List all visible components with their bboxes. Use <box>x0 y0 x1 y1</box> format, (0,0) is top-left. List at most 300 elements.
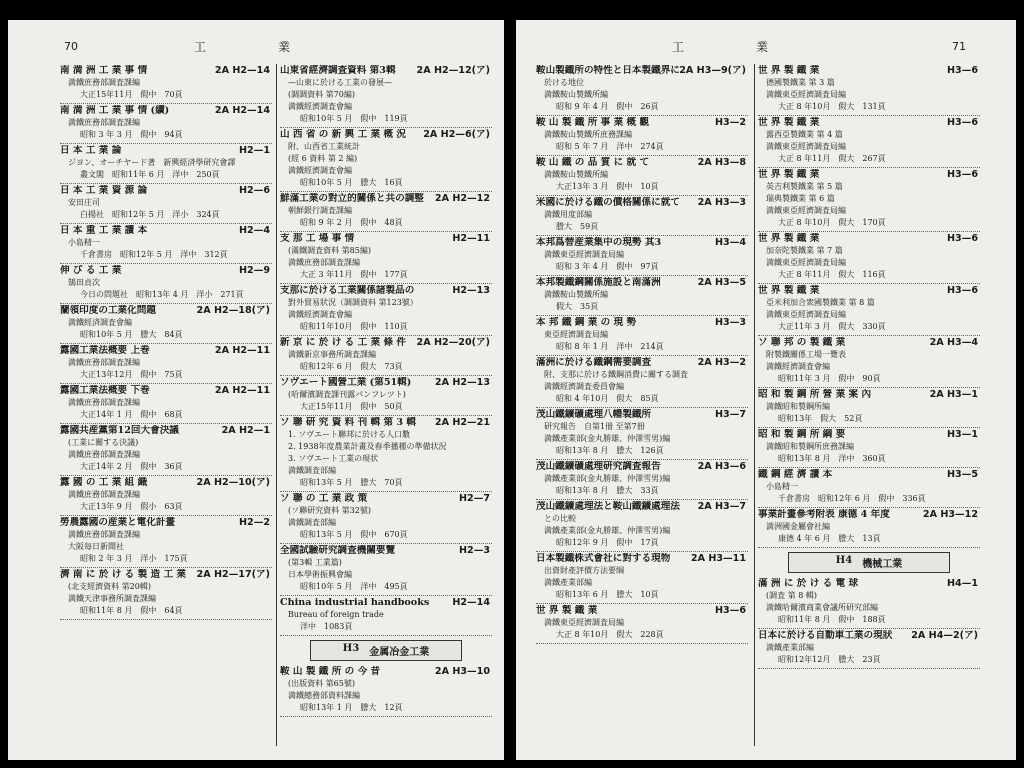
entry-call-number: H2—9 <box>239 265 270 276</box>
left-page-header <box>8 38 504 58</box>
entry-pub-details: 康德 4 年 6 月 謄大 13頁 <box>778 534 881 543</box>
catalog-entry <box>758 64 980 116</box>
entry-pub-details: 昭和13年 8 月 洋中 360頁 <box>778 454 886 463</box>
entry-publisher: 満鐵昭和製鋼所編 <box>766 402 830 411</box>
catalog-entry <box>280 128 492 192</box>
entry-pub-details: 大正 8 年11月 假大 267頁 <box>778 154 886 163</box>
catalog-entry <box>60 264 272 304</box>
entry-pub-details: 昭和13年 6 月 謄大 10頁 <box>556 590 659 599</box>
catalog-entry <box>758 468 980 508</box>
catalog-entry <box>536 116 748 156</box>
entry-publisher: 満鐵新京事務所調査課編 <box>288 350 376 359</box>
entry-title: 昭 和 製 鋼 所 綱 要 <box>758 429 846 440</box>
entry-publisher: 満鐵東亞經濟調査局編 <box>544 618 624 627</box>
entry-publisher: ジヨン、オーチヤード著 新興經済學研究會譯 <box>68 158 236 167</box>
right-page <box>516 20 1016 760</box>
entry-pub-details: 大正11年 3 月 假大 330頁 <box>778 322 886 331</box>
catalog-entry <box>60 64 272 104</box>
entry-publisher: 對外貿易狀況（調調資料 第123號） <box>288 298 418 307</box>
entry-publisher: 3. ソヴエート工業の現状 <box>288 454 379 463</box>
entry-title: 茂山鐵鑛處理法と鞍山鐵鑛處理法 <box>536 501 680 512</box>
entry-title: 露國共産黨第12回大會決議 <box>60 425 179 436</box>
entry-pub-details: 昭和11年10月 假中 110頁 <box>300 322 408 331</box>
entry-pub-details: 昭和13年 8 月 謄大 33頁 <box>556 486 659 495</box>
catalog-entry <box>280 192 492 232</box>
entry-call-number: 2A H2—17(ア) <box>196 569 270 580</box>
entry-publisher: 満鐵東亞經濟調査局編 <box>766 258 846 267</box>
entry-call-number: 2A H2—20(ア) <box>416 337 490 348</box>
entry-title: 世 界 製 鐵 業 <box>758 233 820 244</box>
catalog-entry <box>60 424 272 476</box>
entry-publisher: (北支經濟資料 第20輯) <box>68 582 151 591</box>
entry-publisher: 附製鐵關係工場一覽表 <box>766 350 846 359</box>
entry-call-number: H3—6 <box>947 233 978 244</box>
entry-call-number: H3—6 <box>947 65 978 76</box>
catalog-entry <box>758 116 980 168</box>
entry-title: 伸 び る 工 業 <box>60 265 122 276</box>
entry-publisher: 満鐵東亞經濟調査局編 <box>766 90 846 99</box>
entry-title: 露國工業法概要 下巻 <box>60 385 150 396</box>
entry-publisher: —山東に於ける工業の發展— <box>288 78 392 87</box>
entry-call-number: 2A H3—11 <box>690 553 746 564</box>
entry-publisher: 大阪毎日新聞社 <box>68 542 124 551</box>
entry-publisher: 満鐵哈爾濱商業會議所研究部編 <box>766 603 878 612</box>
catalog-entry <box>536 276 748 316</box>
catalog-entry <box>60 516 272 568</box>
entry-pub-details: 昭和13年 1 月 謄大 12頁 <box>300 703 403 712</box>
entry-publisher: 満鐵鞍山製鐵所編 <box>544 170 608 179</box>
catalog-entry <box>280 336 492 376</box>
entry-title: 露 國 の 工 業 組 織 <box>60 477 148 488</box>
entry-title: 南 満 洲 工 業 事 情 <box>60 65 148 76</box>
catalog-entry <box>758 284 980 336</box>
entry-pub-details: 大正13年 3 月 假中 10頁 <box>556 182 659 191</box>
catalog-entry <box>280 665 492 717</box>
entry-pub-details: 昭和 2 年 3 月 洋小 175頁 <box>80 554 188 563</box>
entry-publisher: 安田庄司 <box>68 198 100 207</box>
entry-title: 鐵 鋼 經 濟 讀 本 <box>758 469 833 480</box>
entry-title: ソ 聯 の 工 業 政 策 <box>280 493 368 504</box>
catalog-entry <box>60 144 272 184</box>
entry-pub-details: 昭和10年 5 月 洋中 495頁 <box>300 582 408 591</box>
entry-call-number: H2—2 <box>239 517 270 528</box>
entry-title: 日 本 工 業 資 源 論 <box>60 185 148 196</box>
column-divider <box>276 64 277 746</box>
entry-publisher: 満鐵產業部編 <box>766 643 814 652</box>
catalog-entry <box>60 304 272 344</box>
entry-call-number: H3—3 <box>715 317 746 328</box>
entry-publisher: 於ける地位 <box>544 78 584 87</box>
catalog-entry <box>280 64 492 128</box>
entry-title: 露國工業法概要 上巻 <box>60 345 150 356</box>
catalog-entry <box>536 460 748 500</box>
entry-title: 山 西 省 の 新 興 工 業 概 況 <box>280 129 406 140</box>
entry-title: ソヴエート國營工業 (第51輯) <box>280 377 412 388</box>
entry-pub-details: 昭和13年 5 月 假中 670頁 <box>300 530 408 539</box>
catalog-entry <box>758 629 980 669</box>
entry-publisher: 満鐵產業部編 <box>544 578 592 587</box>
left-column-2-entries <box>280 64 492 636</box>
catalog-entry <box>758 508 980 548</box>
right-column-2 <box>758 64 980 750</box>
entry-title: 米國に於ける鐵の價格關係に就て <box>536 197 680 208</box>
entry-call-number: H3—2 <box>715 117 746 128</box>
entry-title: 支那に於ける工業關係諸製品の <box>280 285 415 296</box>
section-code: H3 <box>342 643 360 654</box>
entry-publisher: 満鐵庶務部調査課編 <box>68 118 140 127</box>
entry-call-number: H3—5 <box>947 469 978 480</box>
entry-pub-details: 白揚社 昭和12年 5 月 洋小 324頁 <box>80 210 220 219</box>
entry-title: 南 満 洲 工 業 事 情 (續) <box>60 105 170 116</box>
catalog-entry <box>60 224 272 264</box>
entry-call-number: 2A H3—4 <box>929 337 978 348</box>
entry-call-number: H3—1 <box>947 429 978 440</box>
entry-pub-details: 大正15年11月 假中 70頁 <box>80 90 183 99</box>
entry-publisher: 満鐵天津事務所調査課編 <box>68 594 156 603</box>
entry-publisher: 満鐵庶務部調査課編 <box>68 530 140 539</box>
entry-pub-details: 昭和11年 8 月 假中 64頁 <box>80 606 183 615</box>
entry-publisher: 露西亞製鐵業 第 4 篇 <box>766 130 843 139</box>
entry-publisher: (哈爾濱調査課刊露パンフレツト) <box>288 390 406 399</box>
entry-pub-details: 昭和13年 5 月 謄大 70頁 <box>300 478 403 487</box>
entry-call-number: 2A H3—6 <box>697 461 746 472</box>
entry-call-number: 2A H3—10 <box>434 666 490 677</box>
entry-title: 本邦爲替産業集中の現勢 其3 <box>536 237 662 248</box>
entry-title: 茂山鐵鑛礦處理研究調査報告 <box>536 461 661 472</box>
entry-call-number: 2A H3—5 <box>697 277 746 288</box>
entry-publisher: (ソ聯研究資料 第32號) <box>288 506 371 515</box>
catalog-entry <box>536 236 748 276</box>
section-label: 金属冶金工業 <box>369 647 430 658</box>
entry-publisher: (第3輯 工業篇) <box>288 558 342 567</box>
catalog-entry <box>536 156 748 196</box>
catalog-entry <box>758 336 980 388</box>
entry-publisher: 満鐵昭和製鋼所庶務課編 <box>766 442 854 451</box>
entry-publisher: Bureau of foreign trade <box>288 610 384 619</box>
right-column-2-entries <box>758 64 980 548</box>
entry-call-number: H2—11 <box>452 233 490 244</box>
entry-call-number: 2A H2—12(ア) <box>416 65 490 76</box>
entry-publisher: 研究報告 自第1冊 至第7冊 <box>544 422 645 431</box>
entry-call-number: 2A H2—12 <box>434 193 490 204</box>
entry-call-number: 2A H3—9(ア) <box>679 65 746 76</box>
entry-pub-details: 大正 3 年11月 假中 177頁 <box>300 270 408 279</box>
catalog-entry <box>536 64 748 116</box>
entry-title: 山東省經濟調査資料 第3輯 <box>280 65 396 76</box>
entry-publisher: 満鐵東亞經濟調査局編 <box>766 142 846 151</box>
entry-publisher: 満鐵經濟調査會編 <box>288 166 352 175</box>
entry-pub-details: 大正 8 年10月 假大 170頁 <box>778 218 886 227</box>
entry-pub-details: 今日の問題社 昭和13年 4 月 洋小 271頁 <box>80 290 244 299</box>
entry-title: 鞍 山 製 鐵 所 事 業 概 觀 <box>536 117 650 128</box>
entry-call-number: 2A H2—6(ア) <box>423 129 490 140</box>
entry-publisher: 亞米利加合衆國製鐵業 第 8 篇 <box>766 298 875 307</box>
entry-publisher: 満鐵產業部(金丸勝雄、仲澤雪男)編 <box>544 434 671 443</box>
entry-pub-details: 大正14年 1 月 假中 68頁 <box>80 410 183 419</box>
entry-call-number: H3—6 <box>947 169 978 180</box>
catalog-entry <box>758 168 980 232</box>
entry-title: 鞍山製鐵所の特性と日本製鐵界に <box>536 65 680 76</box>
entry-call-number: 2A H2—14 <box>214 65 270 76</box>
entry-title: 鞍 山 鐵 の 品 質 に 就 て <box>536 157 650 168</box>
left-page <box>8 20 504 760</box>
catalog-entry <box>60 344 272 384</box>
entry-call-number: 2A H2—18(ア) <box>196 305 270 316</box>
entry-publisher: 満鐵庶務部調査課編 <box>68 358 140 367</box>
entry-publisher: 満鐵總務部資料課編 <box>288 691 360 700</box>
entry-publisher: (調調資料 第70編) <box>288 90 355 99</box>
entry-call-number: 2A H4—2(ア) <box>911 630 978 641</box>
entry-pub-details: 昭和 8 年 1 月 洋中 214頁 <box>556 342 664 351</box>
entry-title: 鞍 山 製 鐵 所 の 今 昔 <box>280 666 381 677</box>
entry-pub-details: 昭和13年 8 月 謄大 126頁 <box>556 446 664 455</box>
entry-call-number: H3—6 <box>715 605 746 616</box>
entry-title: 滿洲に於ける鐵鋼需要調査 <box>536 357 652 368</box>
catalog-entry <box>758 577 980 629</box>
catalog-entry <box>536 196 748 236</box>
entry-call-number: 2A H2—14 <box>214 105 270 116</box>
entry-publisher: 満鐵調査部編 <box>288 466 336 475</box>
right-page-header <box>516 38 1016 58</box>
entry-title: 事業計畫參考附表 康德 4 年度 <box>758 509 890 520</box>
entry-publisher: (滿鐵調査資料 第85編) <box>288 246 371 255</box>
entry-publisher: 満鐵經済調査會編 <box>68 318 132 327</box>
catalog-entry <box>60 384 272 424</box>
entry-title: 日本製鐵株式會社に對する現物 <box>536 553 671 564</box>
entry-pub-details: 昭和11年 3 月 假中 90頁 <box>778 374 881 383</box>
entry-pub-details: 昭和13年 假大 52頁 <box>778 414 863 423</box>
entry-pub-details: 昭和 4 年10月 假大 85頁 <box>556 394 659 403</box>
entry-publisher: 鵠田貞次 <box>68 278 100 287</box>
entry-call-number: H3—6 <box>947 117 978 128</box>
entry-publisher: 満鐵產業部(金丸勝雄、仲澤雪男)編 <box>544 474 671 483</box>
running-title: 工 業 <box>672 40 769 54</box>
entry-title: 世 界 製 鐵 業 <box>536 605 598 616</box>
entry-title: 日本に於ける自動車工業の現狀 <box>758 630 893 641</box>
entry-pub-details: 昭和 3 年 4 月 假中 97頁 <box>556 262 659 271</box>
entry-call-number: 2A H3—7 <box>697 501 746 512</box>
entry-pub-details: 千倉書房 昭和12年 6 月 假中 336頁 <box>778 494 926 503</box>
entry-call-number: 2A H2—13 <box>434 377 490 388</box>
catalog-entry <box>280 544 492 596</box>
entry-title: 濟 南 に 於 け る 製 造 工 業 <box>60 569 186 580</box>
entry-publisher: 出資財產評價方法要綱 <box>544 566 624 575</box>
catalog-entry <box>758 388 980 428</box>
section-label: 機械工業 <box>862 559 903 570</box>
entry-pub-details: 洋中 1083頁 <box>300 622 353 631</box>
entry-publisher: 満鐵經濟調査委員會編 <box>544 382 624 391</box>
entry-pub-details: 昭和10年 5 月 假中 119頁 <box>300 114 408 123</box>
entry-pub-details: 昭和12年 9 月 假中 17頁 <box>556 538 659 547</box>
catalog-entry <box>536 604 748 644</box>
entry-publisher: 満鐵經濟調査會編 <box>288 310 352 319</box>
entry-title: 全國試驗研究調査機關要覽 <box>280 545 396 556</box>
entry-publisher: 満鐵庶務部調査課編 <box>288 258 360 267</box>
entry-pub-details: 叢文閣 昭和11年 6 月 洋中 250頁 <box>80 170 220 179</box>
entry-publisher: 満鐵庶務部調査課編 <box>68 398 140 407</box>
entry-pub-details: 大正13年 9 月 假小 63頁 <box>80 502 183 511</box>
left-column-1 <box>60 64 272 750</box>
entry-title: 世 界 製 鐵 業 <box>758 169 820 180</box>
entry-publisher: 満鐵用度部編 <box>544 210 592 219</box>
entry-title: 滿 洲 に 於 け る 電 球 <box>758 578 859 589</box>
entry-title: 勞農露國の産業と電化計畫 <box>60 517 176 528</box>
entry-publisher: 満鐵鞍山製鐵所庶務課編 <box>544 130 632 139</box>
catalog-entry <box>536 316 748 356</box>
entry-publisher: 附、山西省工業統計 <box>288 142 360 151</box>
entry-title: ソ 聯 研 究 資 料 刊 輯 第 3 輯 <box>280 417 417 428</box>
entry-call-number: 2A H3—3 <box>697 197 746 208</box>
entry-title: 本 邦 鐵 鋼 業 の 現 勢 <box>536 317 637 328</box>
entry-pub-details: 昭和10年 5 月 謄大 16頁 <box>300 178 403 187</box>
entry-publisher: 満鐵庶務部調査課編 <box>68 450 140 459</box>
entry-title: 新 京 に 於 け る 工 業 條 件 <box>280 337 406 348</box>
entry-publisher: 德國製鐵業 第 3 篇 <box>766 78 835 87</box>
entry-call-number: 2A H2—21 <box>434 417 490 428</box>
entry-title: 茂山鐵鑛礦處理八幡製鐵所 <box>536 409 652 420</box>
entry-publisher: 日本學術振興會編 <box>288 570 352 579</box>
catalog-entry <box>280 492 492 544</box>
catalog-entry <box>758 232 980 284</box>
entry-pub-details: 昭和10年 5 月 謄大 84頁 <box>80 330 183 339</box>
left-column-2-after-section <box>280 665 492 717</box>
entry-title: 世 界 製 鐵 業 <box>758 285 820 296</box>
entry-call-number: 2A H2—11 <box>214 385 270 396</box>
column-divider <box>754 64 755 746</box>
entry-pub-details: 昭和12年12月 謄大 23頁 <box>778 655 881 664</box>
entry-publisher: (工業に關する決議) <box>68 438 139 447</box>
entry-publisher: 満鐵東亞經濟調査局編 <box>544 250 624 259</box>
entry-title: China industrial handbooks <box>280 597 430 608</box>
catalog-entry <box>60 476 272 516</box>
entry-pub-details: 謄大 59頁 <box>556 222 599 231</box>
entry-call-number: H3—7 <box>715 409 746 420</box>
catalog-entry <box>536 500 748 552</box>
entry-call-number: 2A H3—12 <box>922 509 978 520</box>
entry-publisher: 満鐵庶務部調査課編 <box>68 490 140 499</box>
entry-call-number: 2A H3—8 <box>697 157 746 168</box>
right-column-2-after-section <box>758 577 980 669</box>
entry-call-number: H2—3 <box>459 545 490 556</box>
entry-call-number: H2—6 <box>239 185 270 196</box>
entry-publisher: 附、支那に於ける鐵鋼消費に關する調査 <box>544 370 688 379</box>
entry-pub-details: 昭和 5 年 7 月 洋中 274頁 <box>556 142 664 151</box>
entry-call-number: 2A H2—10(ア) <box>196 477 270 488</box>
catalog-entry <box>280 416 492 492</box>
entry-publisher: 満鐵庶務部調査課編 <box>68 78 140 87</box>
catalog-entry <box>280 376 492 416</box>
entry-call-number: H3—4 <box>715 237 746 248</box>
entry-call-number: H2—7 <box>459 493 490 504</box>
entry-title: 日 本 工 業 論 <box>60 145 122 156</box>
entry-publisher: 1. ソヴエート聯邦に於ける人口數 <box>288 430 411 439</box>
entry-pub-details: 昭和 9 年 2 月 假中 48頁 <box>300 218 403 227</box>
running-title: 工 業 <box>194 40 291 54</box>
section-code: H4 <box>835 555 853 566</box>
entry-call-number: 2A H3—1 <box>929 389 978 400</box>
entry-publisher: 英吉利製鐵業 第 5 篇 <box>766 182 843 191</box>
entry-publisher: 満鐵經濟調査會編 <box>288 102 352 111</box>
catalog-entry <box>280 596 492 636</box>
entry-publisher: 東亞經濟調査局編 <box>544 330 608 339</box>
entry-pub-details: 昭和 9 年 4 月 假中 26頁 <box>556 102 659 111</box>
entry-pub-details: 大正 8 年10月 假大 228頁 <box>556 630 664 639</box>
entry-call-number: H3—6 <box>947 285 978 296</box>
entry-publisher: 満鐵鞍山製鐵所編 <box>544 90 608 99</box>
entry-publisher: との比較 <box>544 514 576 523</box>
entry-pub-details: 千倉書房 昭和12年 5 月 洋中 312頁 <box>80 250 228 259</box>
entry-publisher: 朝鮮銀行調査課編 <box>288 206 352 215</box>
entry-pub-details: 大正 8 年10月 假大 131頁 <box>778 102 886 111</box>
entry-publisher: (調査 第 8 輯) <box>766 591 817 600</box>
entry-publisher: 満鐵鞍山製鐵所編 <box>544 290 608 299</box>
catalog-entry <box>60 568 272 620</box>
entry-title: 支 那 工 場 事 情 <box>280 233 355 244</box>
right-column-1 <box>536 64 748 750</box>
entry-publisher: 満鐵東亞經濟調査局編 <box>766 310 846 319</box>
entry-publisher: 満鐵經濟調査會編 <box>766 362 830 371</box>
entry-call-number: H2—13 <box>452 285 490 296</box>
catalog-entry <box>60 184 272 224</box>
entry-call-number: 2A H2—11 <box>214 345 270 356</box>
page-number: 71 <box>952 40 966 53</box>
catalog-entry <box>536 552 748 604</box>
entry-title: ソ 聯 邦 の 製 鐵 業 <box>758 337 846 348</box>
entry-publisher: (經 6 資料 第 2 編) <box>288 154 358 163</box>
entry-title: 蘭領印度の工業化問題 <box>60 305 156 316</box>
entry-call-number: H2—1 <box>239 145 270 156</box>
entry-title: 世 界 製 鐵 業 <box>758 117 820 128</box>
entry-publisher: 満洲國金屬會社編 <box>766 522 830 531</box>
entry-title: 鮮滿工業の對立的關係と共の調整 <box>280 193 424 204</box>
section-heading-h3 <box>310 640 462 661</box>
catalog-entry <box>536 408 748 460</box>
entry-publisher: 満鐵產業部(金丸勝雄、仲澤雪男)編 <box>544 526 671 535</box>
entry-publisher: 満鐵調査部編 <box>288 518 336 527</box>
entry-title: 昭 和 製 鋼 所 營 業 案 內 <box>758 389 872 400</box>
entry-pub-details: 大正13年12月 假中 75頁 <box>80 370 183 379</box>
entry-pub-details: 大正 8 年11月 假大 116頁 <box>778 270 886 279</box>
entry-publisher: 小島精一 <box>68 238 100 247</box>
entry-title: 本邦製鐵鋼關係施設と南滿洲 <box>536 277 661 288</box>
entry-publisher: 瑞典製鐵業 第 6 篇 <box>766 194 835 203</box>
entry-pub-details: 昭和12年 6 月 假大 73頁 <box>300 362 403 371</box>
section-heading-h4 <box>788 552 950 573</box>
entry-call-number: H4—1 <box>947 578 978 589</box>
entry-pub-details: 昭和 3 年 3 月 假中 94頁 <box>80 130 183 139</box>
catalog-entry <box>60 104 272 144</box>
entry-pub-details: 大正15年11月 假中 50頁 <box>300 402 403 411</box>
entry-call-number: 2A H3—2 <box>697 357 746 368</box>
entry-publisher: 小島精一 <box>766 482 798 491</box>
entry-pub-details: 昭和11年 8 月 假中 188頁 <box>778 615 886 624</box>
entry-call-number: H2—14 <box>452 597 490 608</box>
entry-publisher: 満鐵東亞經濟調査局編 <box>766 206 846 215</box>
entry-call-number: 2A H2—1 <box>221 425 270 436</box>
entry-pub-details: 大正14年 2 月 假中 36頁 <box>80 462 183 471</box>
entry-title: 日 本 重 工 業 讀 本 <box>60 225 148 236</box>
page-number: 70 <box>64 40 78 53</box>
entry-publisher: 2. 1938年度農業計畫及春季播種の準備状況 <box>288 442 447 451</box>
catalog-entry <box>280 284 492 336</box>
entry-call-number: H2—4 <box>239 225 270 236</box>
entry-publisher: 加奈陀製鐵業 第 7 篇 <box>766 246 843 255</box>
catalog-entry <box>280 232 492 284</box>
entry-publisher: (出版資料 第65號) <box>288 679 355 688</box>
catalog-entry <box>536 356 748 408</box>
left-column-2 <box>280 64 492 750</box>
entry-title: 世 界 製 鐵 業 <box>758 65 820 76</box>
